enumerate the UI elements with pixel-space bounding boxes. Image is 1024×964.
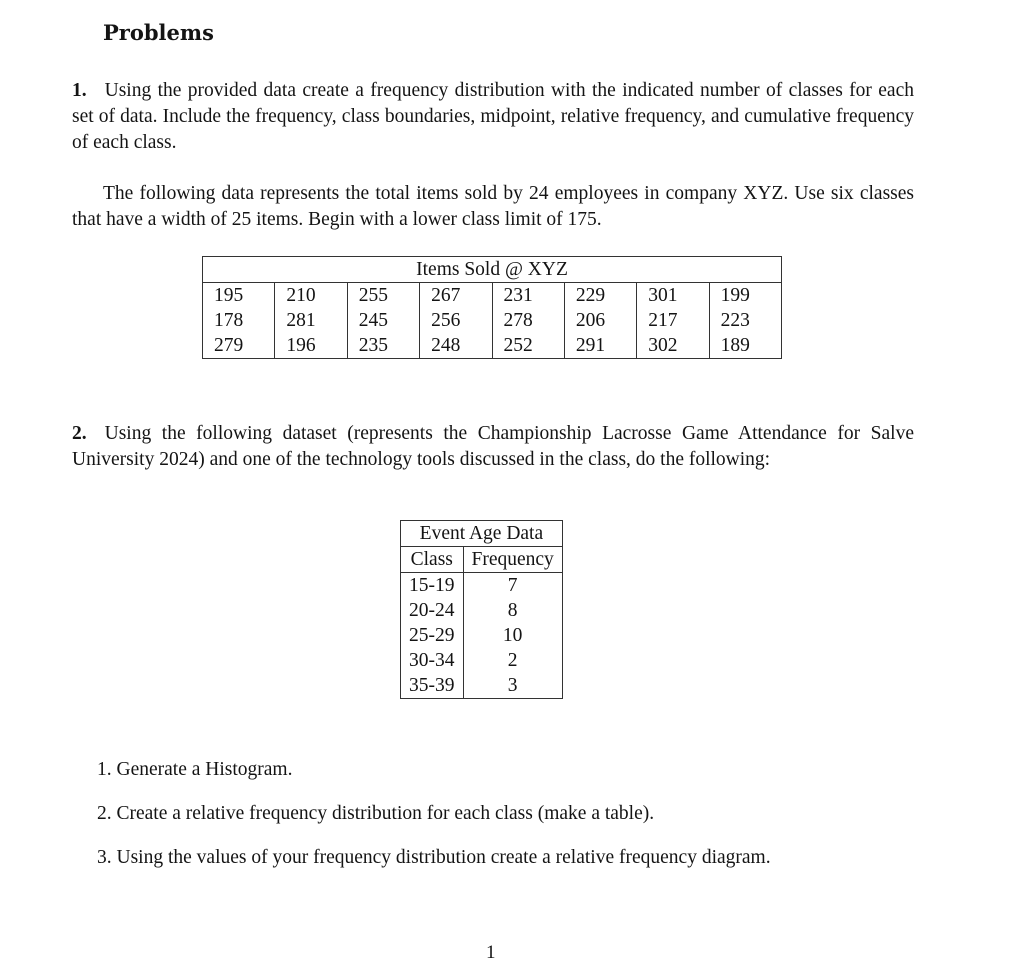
- frequency-cell: 2: [463, 648, 562, 673]
- table-cell: 229: [564, 283, 636, 309]
- table-cell: 291: [564, 333, 636, 359]
- table-cell: 199: [709, 283, 781, 309]
- table-cell: 195: [203, 283, 275, 309]
- class-cell: 15-19: [401, 573, 464, 599]
- frequency-cell: 8: [463, 598, 562, 623]
- table-row: [203, 308, 782, 333]
- frequency-cell: 10: [463, 623, 562, 648]
- table-cell: 223: [709, 308, 781, 333]
- event-age-table: [400, 520, 563, 699]
- items-sold-table: [202, 256, 782, 359]
- section-heading: Problems: [103, 20, 214, 45]
- problem-1-intro: The following data represents the total items sold by 24 employees in company XYZ. Use six classes that have a width of 25 items. Begin with a lower class limit of 175.: [72, 183, 914, 230]
- table-cell: 281: [275, 308, 347, 333]
- table-cell: 189: [709, 333, 781, 359]
- problem-2-text: [72, 421, 914, 473]
- event-age-table-title: Event Age Data: [401, 521, 563, 547]
- table-row: [203, 333, 782, 359]
- table-cell: 206: [564, 308, 636, 333]
- problem-1-body: Using the provided data create a frequency distribution with the indicated number of classes for each set of data. Include the frequency, class boundaries, midpoint, relative frequency, and cumulative frequency of each class.: [72, 80, 914, 153]
- class-cell: 25-29: [401, 623, 464, 648]
- column-header-frequency: Frequency: [463, 547, 562, 573]
- frequency-cell: 7: [463, 573, 562, 599]
- table-cell: 217: [637, 308, 709, 333]
- list-item: 1. Generate a Histogram.: [97, 759, 293, 780]
- table-cell: 231: [492, 283, 564, 309]
- frequency-cell: 3: [463, 673, 562, 699]
- items-sold-table-title: Items Sold @ XYZ: [203, 257, 782, 283]
- table-cell: 267: [420, 283, 492, 309]
- table-cell: 235: [347, 333, 419, 359]
- table-row: [401, 623, 563, 648]
- table-cell: 255: [347, 283, 419, 309]
- table-row: [401, 673, 563, 699]
- class-cell: 35-39: [401, 673, 464, 699]
- column-header-class: Class: [401, 547, 464, 573]
- table-cell: 301: [637, 283, 709, 309]
- problem-1-number: 1.: [72, 80, 87, 101]
- table-cell: 178: [203, 308, 275, 333]
- problem-2-body: Using the following dataset (represents the Championship Lacrosse Game Attendance for Salve University 2024) and one of the technology tools discussed in the class, do the following:: [72, 423, 914, 470]
- table-cell: 252: [492, 333, 564, 359]
- table-row: [401, 598, 563, 623]
- list-item: 2. Create a relative frequency distribution for each class (make a table).: [97, 803, 655, 824]
- class-cell: 30-34: [401, 648, 464, 673]
- problem-1-text: [72, 78, 914, 156]
- table-cell: 302: [637, 333, 709, 359]
- table-cell: 279: [203, 333, 275, 359]
- task-list: [97, 757, 771, 889]
- class-cell: 20-24: [401, 598, 464, 623]
- table-cell: 245: [347, 308, 419, 333]
- problem-2-number: 2.: [72, 423, 87, 444]
- table-cell: 196: [275, 333, 347, 359]
- table-row: [203, 283, 782, 309]
- table-cell: 256: [420, 308, 492, 333]
- list-item: 3. Using the values of your frequency distribution create a relative frequency diagram.: [97, 847, 771, 868]
- table-cell: 210: [275, 283, 347, 309]
- table-cell: 278: [492, 308, 564, 333]
- table-row: [401, 573, 563, 599]
- table-row: [401, 648, 563, 673]
- page-number: 1: [486, 942, 496, 963]
- table-cell: 248: [420, 333, 492, 359]
